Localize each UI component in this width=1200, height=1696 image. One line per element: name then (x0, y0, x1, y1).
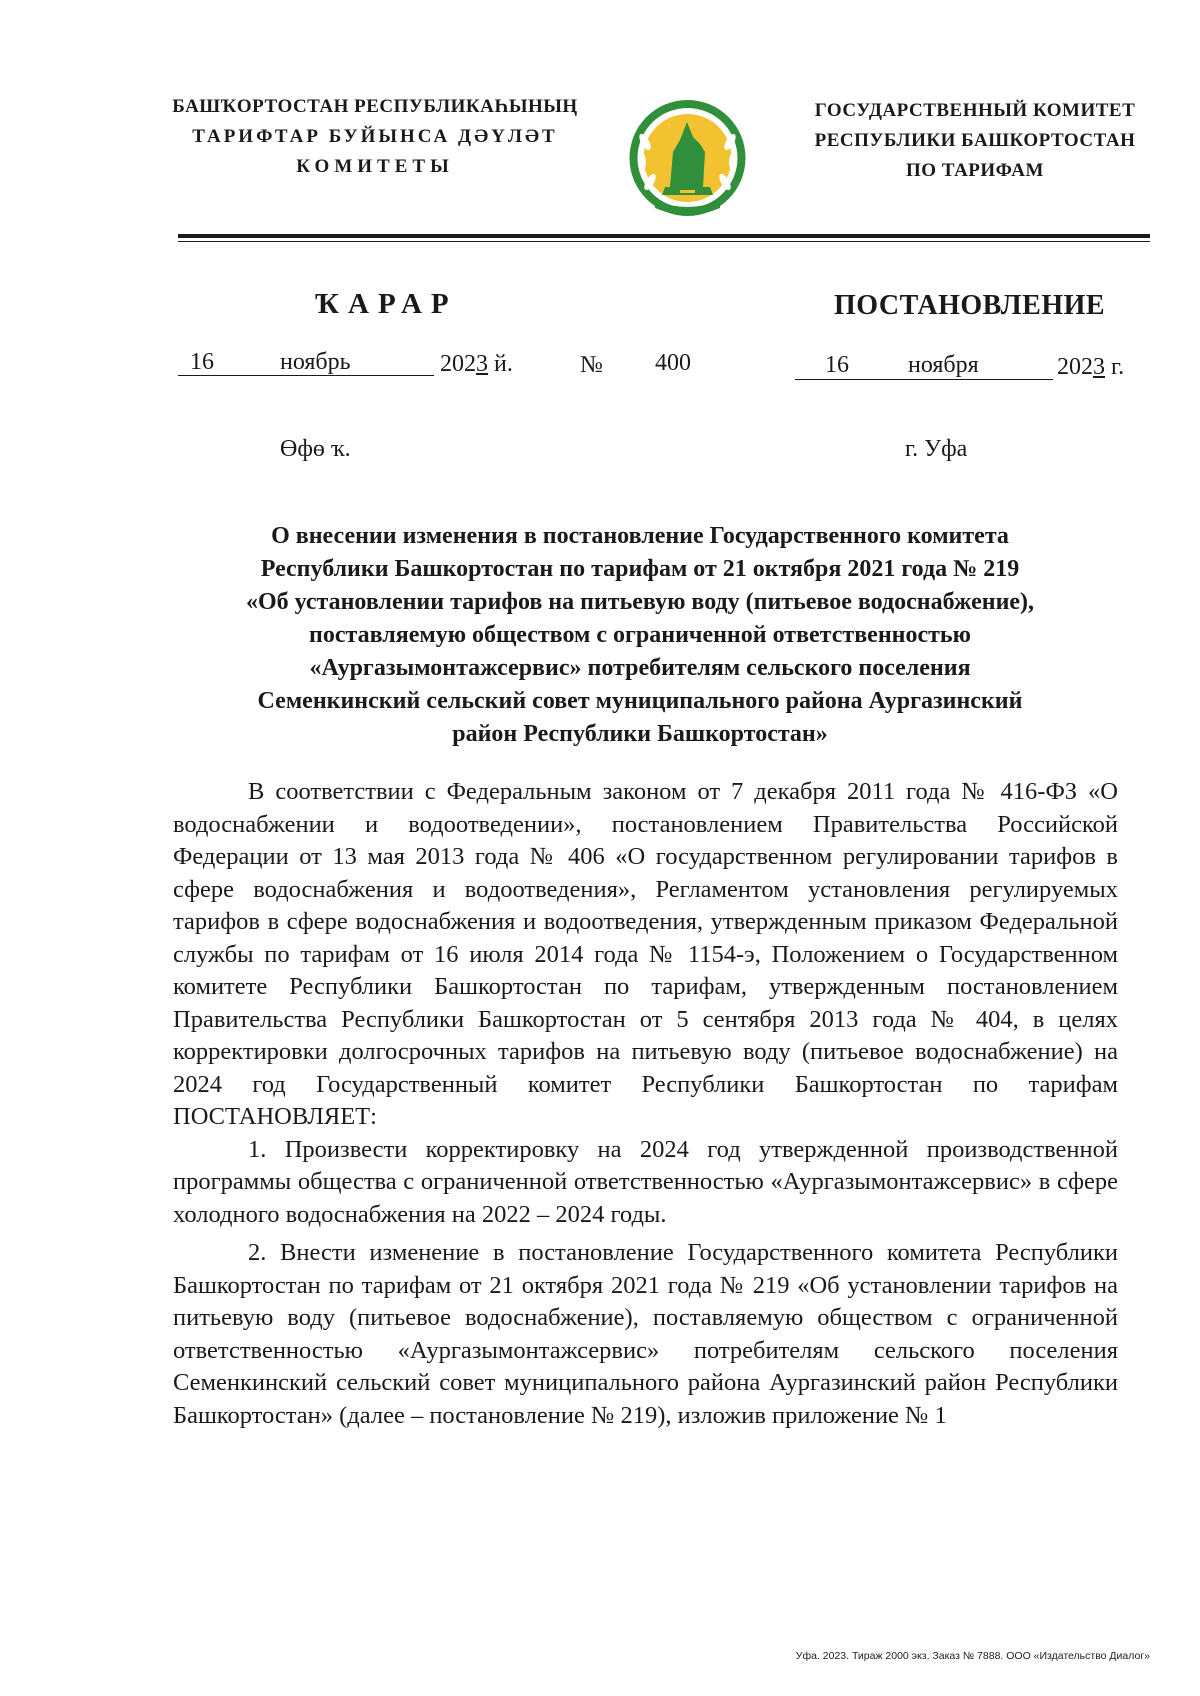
decree-number-sign: № (580, 352, 603, 378)
city-bashkir: Өфө ҡ. (280, 436, 351, 462)
date-right-year (1057, 354, 1124, 381)
title-line: «Аургазымонтажсервис» потребителям сельского поселения (309, 655, 971, 681)
header-left-line2: ТАРИФТАР БУЙЫНСА ДӘҮЛӘТ (192, 126, 558, 147)
date-right-day: 16 (825, 352, 849, 378)
header-divider-thin (178, 241, 1150, 242)
body-paragraph-preamble: В соответствии с Федеральным законом от 7 декабря 2011 года № 416-ФЗ «О водоснабжении и водоотведении», постановлением Правительства Российской Федерации от 13 мая 2013 года № 406 «О государственном регулировании тарифов в сфере водоснабжения и водоотведения», Регламентом установления регулируемых тарифов в сфере водоснабжения и водоотведения, утвержденным приказом Федеральной службы по тарифам от 16 июля 2014 года № 1154-э, Положением о Государственном комитете Республики Башкортостан по тарифам, утвержденным постановлением Правительства Республики Башкортостан от 5 сентября 2013 года № 404, в целях корректировки долгосрочных тарифов на питьевую воду (питьевое водоснабжение) на 2024 год Государственный комитет Республики Башкортостан по тарифам ПОСТАНОВЛЯЕТ: (173, 778, 1118, 1130)
header-right-line1: ГОСУДАРСТВЕННЫЙ КОМИТЕТ (814, 100, 1136, 121)
header-left-line1: БАШҠОРТОСТАН РЕСПУБЛИКАҺЫНЫҢ (172, 96, 578, 117)
date-left-year-digit: 3 (476, 351, 488, 377)
date-right-year-prefix: 202 (1057, 354, 1093, 380)
header-divider-thick (178, 234, 1150, 238)
header-right-line2: РЕСПУБЛИКИ БАШКОРТОСТАН (814, 130, 1136, 151)
decree-number: 400 (655, 350, 691, 376)
body-paragraph-item-1: 1. Произвести корректировку на 2024 год утвержденной производственной программы общества с ограниченной ответственностью «Аургазымонтажсервис» в сфере холодного водоснабжения на 2022 – 2024 годы. (173, 1135, 1118, 1228)
title-line: О внесении изменения в постановление Государственного комитета (271, 523, 1009, 549)
date-right-month: ноября (908, 352, 979, 378)
date-left-year (440, 351, 513, 378)
header-bashkir (160, 92, 590, 182)
document-body (173, 776, 1118, 1432)
header-russian (790, 96, 1160, 186)
title-line: Семенкинский сельский совет муниципального района Аургазинский (257, 688, 1023, 714)
decree-title-russian: ПОСТАНОВЛЕНИЕ (834, 290, 1106, 321)
date-left-month: ноябрь (280, 349, 351, 375)
bashkortostan-coat-of-arms-icon (625, 92, 750, 227)
date-right-year-suffix: г. (1111, 354, 1125, 380)
decree-title-bashkir: ҠАРАР (315, 288, 458, 320)
print-imprint: Уфа. 2023. Тираж 2000 экз. Заказ № 7888. ООО «Издательство Диалог» (795, 1650, 1150, 1662)
city-russian: г. Уфа (905, 436, 968, 462)
date-left-year-prefix: 202 (440, 351, 476, 377)
body-paragraph-item-2: 2. Внести изменение в постановление Государственного комитета Республики Башкортостан по тарифам от 21 октября 2021 года № 219 «Об установлении тарифов на питьевую воду (питьевое водоснабжение), поставляемую обществом с ограниченной ответственностью «Аургазымонтажсервис» потребителям сельского поселения Семенкинский сельский совет муниципального района Аургазинский район Республики Башкортостан» (далее – постановление № 219), изложив приложение № 1 (173, 1239, 1118, 1429)
title-line: «Об установлении тарифов на питьевую воду (питьевое водоснабжение), (245, 589, 1035, 615)
header-right-line3: ПО ТАРИФАМ (906, 160, 1044, 181)
date-left-day: 16 (190, 349, 214, 375)
date-left-year-suffix: й. (494, 351, 513, 377)
date-right-underline (795, 379, 1053, 380)
document-title (180, 520, 1100, 751)
header-left-line3: КОМИТЕТЫ (296, 156, 454, 177)
title-line: район Республики Башкортостан» (452, 721, 828, 747)
date-right-year-digit: 3 (1093, 354, 1105, 380)
title-line: поставляемую обществом с ограниченной ответственностью (309, 622, 971, 648)
title-line: Республики Башкортостан по тарифам от 21 октября 2021 года № 219 (260, 556, 1020, 582)
